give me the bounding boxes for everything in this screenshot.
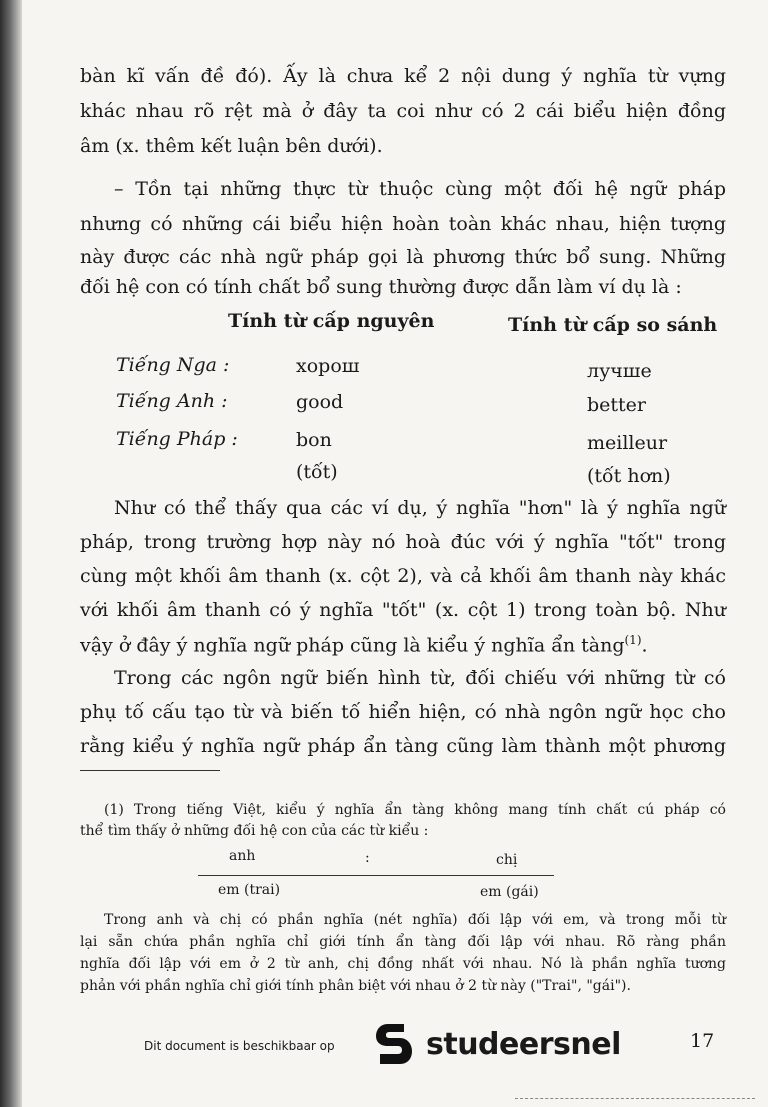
- text-line: âm (x. thêm kết luận bên dưới).: [80, 135, 383, 157]
- footnote-colon: :: [365, 850, 370, 866]
- text-line: nhưng có những cái biểu hiện hoàn toàn khác nhau, hiện tượng: [80, 213, 726, 235]
- footer-availability-text: Dit document is beschikbaar op: [144, 1039, 335, 1053]
- text-line: phụ tố cấu tạo từ và biến tố hiển hiện, có nhà ngôn ngữ học cho: [80, 701, 726, 723]
- text-line: bàn kĩ vấn đề đó). Ấy là chưa kể 2 nội dung ý nghĩa từ vựng: [80, 65, 726, 87]
- footnote-line: (1) Trong tiếng Việt, kiểu ý nghĩa ẩn tàng không mang tính chất cú pháp có: [104, 802, 726, 818]
- footnote-line: phản với phần nghĩa chỉ giới tính phân biệt với nhau ở 2 từ này ("Trai", "gái").: [80, 978, 631, 994]
- comparative-adjective: better: [587, 394, 647, 416]
- text-line: – Tồn tại những thực từ thuộc cùng một đối hệ ngữ pháp: [114, 178, 726, 200]
- text-line-body: vậy ở đây ý nghĩa ngữ pháp cũng là kiểu ý nghĩa ẩn tàng: [80, 634, 625, 657]
- footnote-divider: [198, 875, 554, 876]
- table-header-comparative: Tính từ cấp so sánh: [508, 314, 718, 336]
- text-line: cùng một khối âm thanh (x. cột 2), và cả khối âm thanh này khác: [80, 565, 726, 587]
- language-label: Tiếng Nga :: [116, 354, 230, 376]
- text-line: Như có thể thấy qua các ví dụ, ý nghĩa "hơn" là ý nghĩa ngữ: [114, 497, 726, 519]
- page-number: 17: [690, 1030, 715, 1052]
- text-line: khác nhau rõ rệt mà ở đây ta coi như có 2 cái biểu hiện đồng: [80, 100, 726, 122]
- language-label: Tiếng Anh :: [116, 390, 228, 412]
- comparative-gloss: (tốt hơn): [587, 465, 671, 487]
- page-edge-dash: [515, 1098, 755, 1099]
- text-line: Trong các ngôn ngữ biến hình từ, đối chiếu với những từ có: [114, 667, 726, 689]
- comparative-adjective: meilleur: [587, 432, 668, 454]
- footnote-word-chi: chị: [496, 852, 518, 868]
- footnote-marker: (1): [624, 633, 642, 647]
- text-line: vậy ở đây ý nghĩa ngữ pháp cũng là kiểu ý nghĩa ẩn tàng$^{(1)}$.: [80, 633, 648, 657]
- text-line: với khối âm thanh có ý nghĩa "tốt" (x. cột 1) trong toàn bộ. Như: [80, 599, 726, 621]
- text-line: đối hệ con có tính chất bổ sung thường được dẫn làm ví dụ là :: [80, 276, 682, 298]
- footnote-separator: [80, 770, 220, 771]
- footnote-word-anh: anh: [229, 848, 256, 864]
- base-adjective: good: [296, 391, 344, 413]
- footnote-line: nghĩa đối lập với em ở 2 từ anh, chị đồng nhất với nhau. Nó là phần nghĩa tương: [80, 956, 726, 972]
- studeersnel-brand-name: studeersnel: [426, 1026, 621, 1062]
- base-adjective: bon: [296, 429, 332, 451]
- studeersnel-logo[interactable]: [370, 1020, 621, 1068]
- base-gloss: (tốt): [296, 461, 338, 483]
- language-label: Tiếng Pháp :: [116, 428, 238, 450]
- text-line: rằng kiểu ý nghĩa ngữ pháp ẩn tàng cũng làm thành một phương: [80, 735, 726, 757]
- table-header-base: Tính từ cấp nguyên: [228, 310, 435, 332]
- footnote-word-em-gai: em (gái): [480, 884, 539, 900]
- comparative-adjective: лучше: [587, 360, 652, 382]
- text-line: pháp, trong trường hợp này nó hoà đúc với ý nghĩa "tốt" trong: [80, 531, 726, 553]
- footnote-line: lại sẵn chứa phần nghĩa chỉ giới tính ẩn tàng đối lập với nhau. Rõ ràng phần: [80, 934, 726, 950]
- footnote-line: Trong anh và chị có phần nghĩa (nét nghĩa) đối lập với em, và trong mỗi từ: [104, 912, 726, 928]
- footnote-word-em-trai: em (trai): [218, 882, 281, 898]
- base-adjective: хорош: [296, 355, 360, 377]
- text-line: này được các nhà ngữ pháp gọi là phương thức bổ sung. Những: [80, 246, 726, 268]
- studeersnel-logo-icon: [370, 1020, 418, 1068]
- footnote-line: thể tìm thấy ở những đối hệ con của các từ kiểu :: [80, 823, 429, 839]
